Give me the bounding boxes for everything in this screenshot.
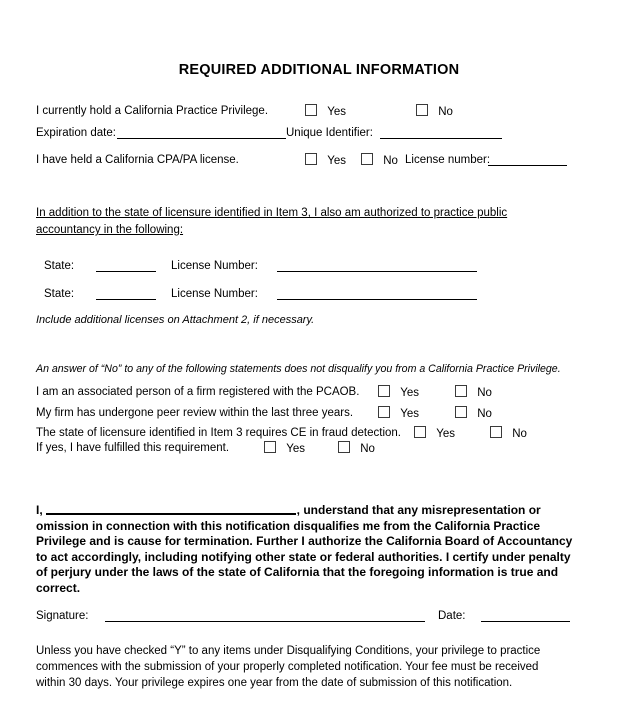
certification-paragraph xyxy=(36,503,581,596)
page-title: REQUIRED ADDITIONAL INFORMATION xyxy=(178,62,460,78)
statement-1-yes-option[interactable] xyxy=(378,385,419,399)
license-number-input[interactable] xyxy=(488,165,567,166)
attachment-note: Include additional licenses on Attachment 2, if necessary. xyxy=(36,314,315,326)
statement-1-no-label: No xyxy=(477,387,492,399)
statement-3-yes-label: Yes xyxy=(436,428,455,440)
cpa-license-yes-label: Yes xyxy=(327,155,346,167)
other-states-heading xyxy=(36,205,536,239)
date-input[interactable] xyxy=(481,621,570,622)
statement-4-text: If yes, I have fulfilled this requirement. xyxy=(36,442,230,454)
expiration-date-input[interactable] xyxy=(117,138,286,139)
state-input-2[interactable] xyxy=(96,299,156,300)
unique-identifier-label: Unique Identifier: xyxy=(286,127,373,139)
statement-2-no-option[interactable] xyxy=(455,406,492,420)
statement-3-yes-option[interactable] xyxy=(414,426,455,440)
cpa-license-no-label: No xyxy=(383,155,398,167)
cpa-license-no-checkbox[interactable] xyxy=(361,153,373,165)
cpa-license-yes-option[interactable] xyxy=(305,153,346,167)
statement-3-text: The state of licensure identified in Item 3 requires CE in fraud detection. xyxy=(36,427,402,439)
practice-privilege-yes-label: Yes xyxy=(327,106,346,118)
practice-privilege-no-checkbox[interactable] xyxy=(416,104,428,116)
certification-name-input[interactable] xyxy=(46,513,296,515)
statement-3-no-checkbox[interactable] xyxy=(490,426,502,438)
practice-privilege-no-option[interactable] xyxy=(416,104,453,118)
license-number-label-1: License Number: xyxy=(171,260,258,272)
statement-4-no-label: No xyxy=(360,443,375,455)
other-states-heading-line2: accountancy in the following: xyxy=(36,224,184,236)
statement-3-no-option[interactable] xyxy=(490,426,527,440)
practice-privilege-yes-checkbox[interactable] xyxy=(305,104,317,116)
cpa-license-no-option[interactable] xyxy=(361,153,398,167)
signature-label: Signature: xyxy=(36,610,89,622)
license-number-input-1[interactable] xyxy=(277,271,477,272)
state-label-2: State: xyxy=(44,288,75,300)
cpa-license-yes-checkbox[interactable] xyxy=(305,153,317,165)
other-states-heading-line1: In addition to the state of licensure identified in Item 3, I also am authorized to practice public xyxy=(36,207,508,219)
statement-2-text: My firm has undergone peer review within the last three years. xyxy=(36,407,354,419)
statement-1-text: I am an associated person of a firm registered with the PCAOB. xyxy=(36,386,360,398)
signature-input[interactable] xyxy=(105,621,425,622)
statement-2-yes-label: Yes xyxy=(400,408,419,420)
statement-1-no-option[interactable] xyxy=(455,385,492,399)
state-input-1[interactable] xyxy=(96,271,156,272)
statement-2-yes-option[interactable] xyxy=(378,406,419,420)
expiration-date-label: Expiration date: xyxy=(36,127,116,139)
statement-2-no-label: No xyxy=(477,408,492,420)
certification-lead: I, xyxy=(36,503,43,517)
practice-privilege-yes-option[interactable] xyxy=(305,104,346,118)
license-number-label: License number: xyxy=(405,154,491,166)
practice-privilege-question: I currently hold a California Practice Privilege. xyxy=(36,105,269,117)
unique-identifier-input[interactable] xyxy=(380,138,502,139)
statement-3-no-label: No xyxy=(512,428,527,440)
footer-note: Unless you have checked “Y” to any items under Disqualifying Conditions, your privilege to practice commences with the submission of your properly completed notification. Your fee must be received within 30 days. Your privilege expires one year from the date of submission of this notification. xyxy=(36,645,541,689)
statement-2-yes-checkbox[interactable] xyxy=(378,406,390,418)
statement-3-yes-checkbox[interactable] xyxy=(414,426,426,438)
certification-body: , understand that any misrepresentation or omission in connection with this notification disqualifies me from the California Practice Privilege and is cause for termination. Further I authorize the California Board of Accountancy to act accordingly, including notifying other state or federal authorities. I certify under penalty of perjury under the laws of the state of California that the foregoing information is true and correct. xyxy=(36,503,573,595)
date-label: Date: xyxy=(438,610,466,622)
state-label-1: State: xyxy=(44,260,75,272)
statement-4-no-option[interactable] xyxy=(338,441,375,455)
statements-intro: An answer of “No” to any of the following statements does not disqualify you from a California Practice Privilege. xyxy=(36,363,561,375)
license-number-input-2[interactable] xyxy=(277,299,477,300)
statement-4-yes-checkbox[interactable] xyxy=(264,441,276,453)
practice-privilege-no-label: No xyxy=(438,106,453,118)
license-number-label-2: License Number: xyxy=(171,288,258,300)
statement-1-yes-checkbox[interactable] xyxy=(378,385,390,397)
statement-1-yes-label: Yes xyxy=(400,387,419,399)
statement-4-yes-option[interactable] xyxy=(264,441,305,455)
statement-2-no-checkbox[interactable] xyxy=(455,406,467,418)
cpa-license-question: I have held a California CPA/PA license. xyxy=(36,154,239,166)
statement-1-no-checkbox[interactable] xyxy=(455,385,467,397)
statement-4-no-checkbox[interactable] xyxy=(338,441,350,453)
statement-4-yes-label: Yes xyxy=(286,443,305,455)
